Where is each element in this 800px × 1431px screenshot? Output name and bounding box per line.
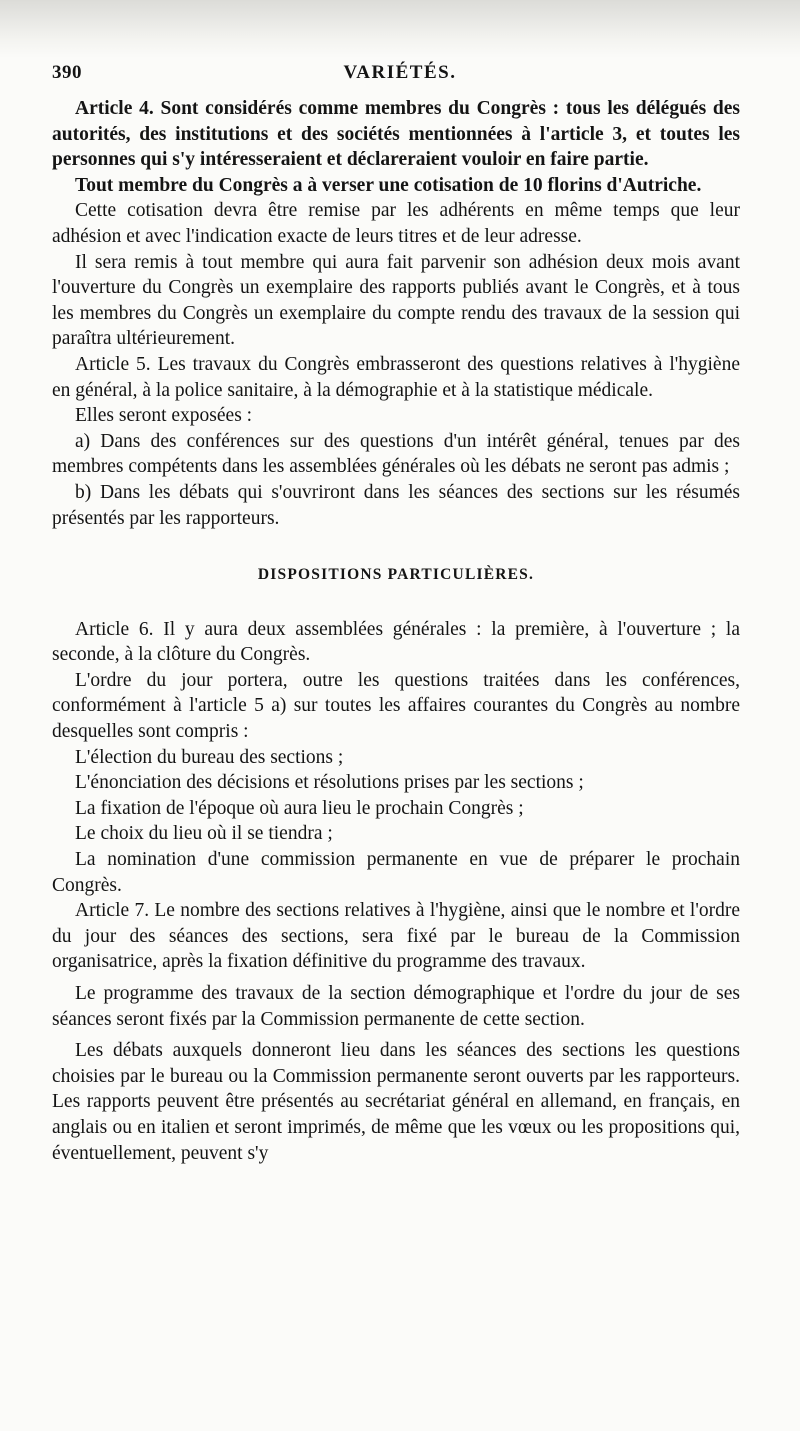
list-item-election: L'élection du bureau des sections ;	[75, 746, 344, 768]
adhesion-paragraph: Cette cotisation devra être remise par les adhérents en même temps que leur adhésion et avec l'indication exacte de leurs titres et de leur adresse.	[52, 200, 740, 247]
article-6-paragraph: Article 6. Il y aura deux assemblées générales : la première, à l'ouverture ; la seconde, à la clôture du Congrès.	[52, 618, 740, 666]
list-item-choix: Le choix du lieu où il se tiendra ;	[75, 823, 333, 845]
list-item-nomination: La nomination d'une commission permanente en vue de préparer le prochain Congrès.	[52, 849, 740, 896]
programme-paragraph: Le programme des travaux de la section démographique et l'ordre du jour de ses séances seront fixés par la Commission permanente de cette section.	[52, 983, 740, 1030]
section-heading: DISPOSITIONS PARTICULIÈRES.	[257, 566, 535, 584]
body-text	[52, 96, 740, 1166]
article-4-paragraph: Article 4. Sont considérés comme membres du Congrès : tous les délégués des autorités, des institutions et des sociétés mentionnées à l'article 3, et toutes les personnes qui s'y intéresseraient et déclareraient vouloir en faire partie.	[52, 98, 740, 171]
page-number: 390	[52, 62, 82, 83]
page-edge-shadow	[0, 0, 800, 58]
exposees-paragraph: Elles seront exposées :	[75, 405, 253, 427]
article-7-paragraph: Article 7. Le nombre des sections relatives à l'hygiène, ainsi que le nombre et l'ordre du jour des séances des sections, sera fixé par le bureau de la Commission organisatrice, après la fixation définitive du programme des travaux.	[52, 900, 740, 973]
item-b-paragraph: b) Dans les débats qui s'ouvriront dans les séances des sections sur les résumés présentés par les rapporteurs.	[52, 481, 740, 529]
rapports-paragraph: Il sera remis à tout membre qui aura fait parvenir son adhésion deux mois avant l'ouverture du Congrès un exemplaire des rapports publiés avant le Congrès, et à tous les membres du Congrès un exemplaire du compte rendu des travaux de la session qui paraîtra ultérieurement.	[52, 251, 740, 350]
cotisation-paragraph: Tout membre du Congrès a à verser une cotisation de 10 florins d'Autriche.	[75, 174, 702, 196]
running-title: VARIÉTÉS.	[343, 62, 457, 83]
list-item-enonciation: L'énonciation des décisions et résolutions prises par les sections ;	[75, 772, 584, 794]
article-5-paragraph: Article 5. Les travaux du Congrès embrasseront des questions relatives à l'hygiène en général, à la police sanitaire, à la démographie et à la statistique médicale.	[52, 353, 740, 401]
ordre-du-jour-paragraph: L'ordre du jour portera, outre les questions traitées dans les conférences, conformément à l'article 5 a) sur toutes les affaires courantes du Congrès au nombre desquelles sont compris :	[52, 669, 740, 743]
list-item-fixation: La fixation de l'époque où aura lieu le prochain Congrès ;	[75, 797, 524, 819]
debats-paragraph: Les débats auxquels donneront lieu dans les séances des sections les questions choisies par le bureau ou la Commission permanente seront ouverts par les rapporteurs. Les rapports peuvent être présentés au secrétariat général en allemand, en français, en anglais ou en italien et seront imprimés, de même que les vœux ou les propositions qui, éventuellement, peuvent s'y	[52, 1040, 740, 1164]
page-header	[52, 62, 748, 92]
item-a-paragraph: a) Dans des conférences sur des questions d'un intérêt général, tenues par des membres compétents dans les assemblées générales où les débats ne seront pas admis ;	[52, 430, 740, 478]
